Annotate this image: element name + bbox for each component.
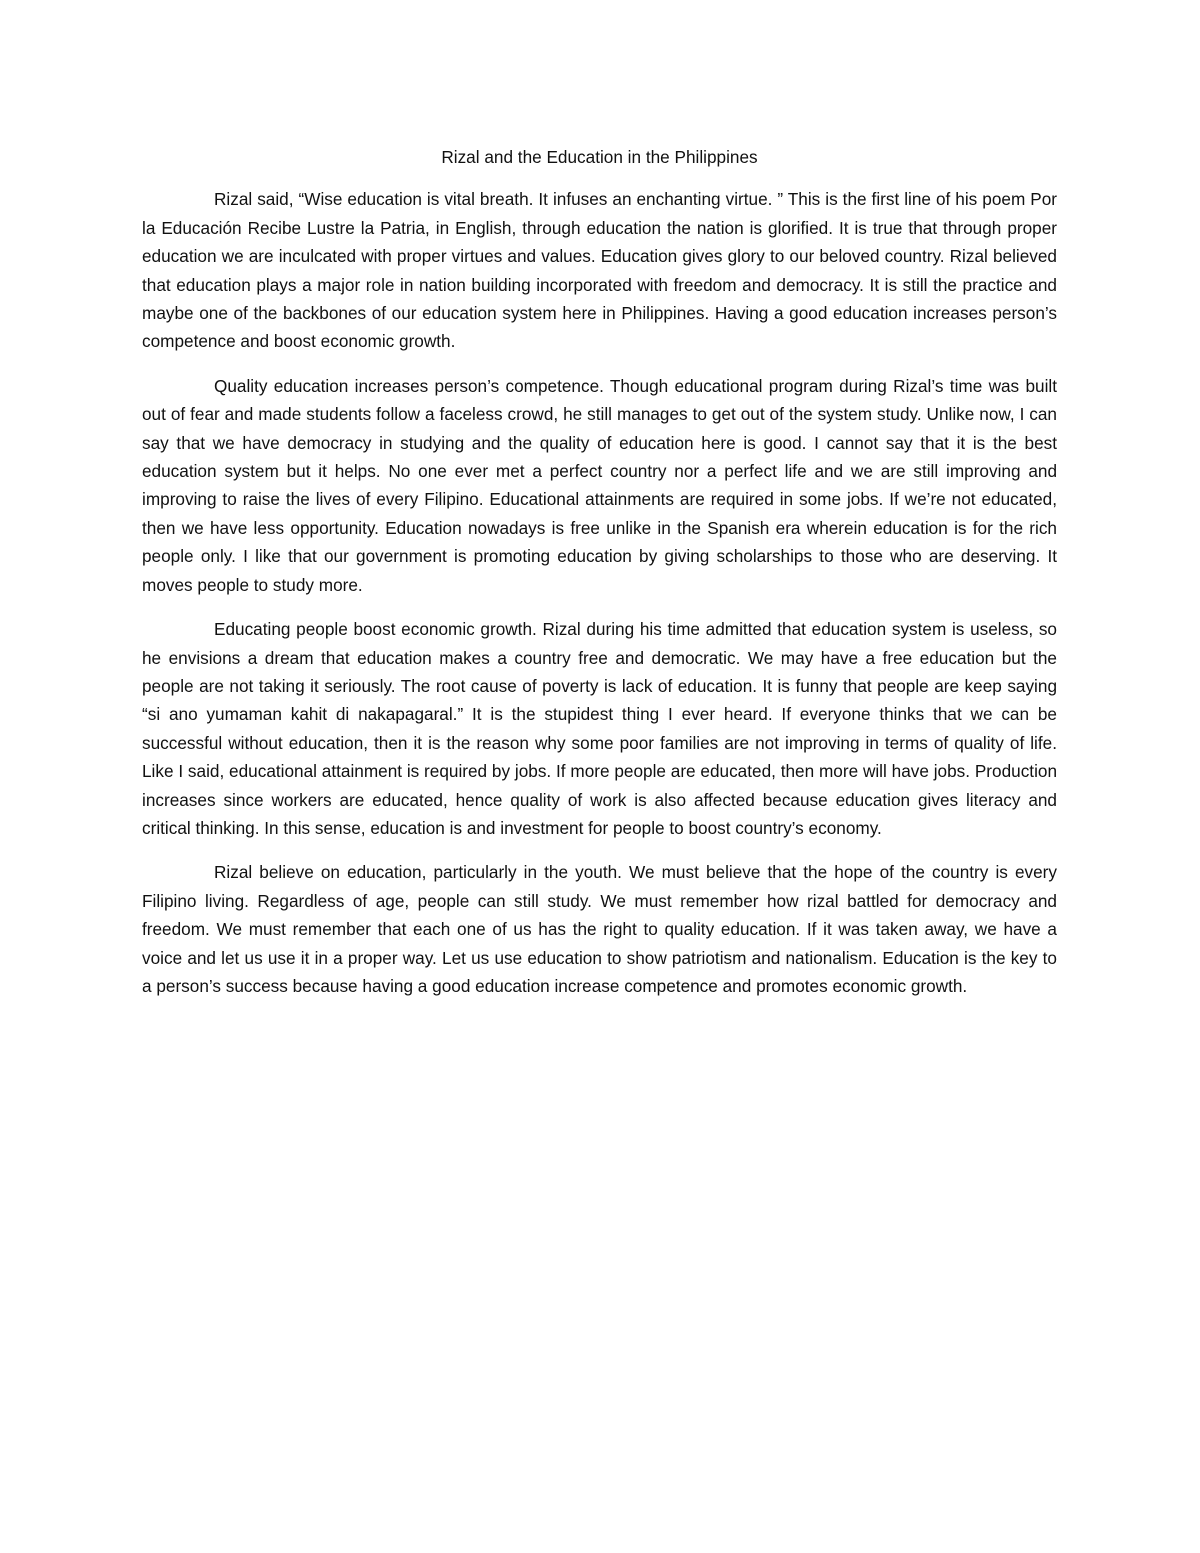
- document-title: Rizal and the Education in the Philippines: [441, 147, 758, 167]
- paragraph-1: Rizal said, “Wise education is vital breath. It infuses an enchanting virtue. ” This is the first line of his poem Por la Educación Recibe Lustre la Patria, in English, through education the nation is glorified. It is true that through proper education we are inculcated with proper virtues and values. Education gives glory to our beloved country. Rizal believed that education plays a major role in nation building incorporated with freedom and democracy. It is still the practice and maybe one of the backbones of our education system here in Philippines. Having a good education increases person’s competence and boost economic growth.: [142, 189, 1057, 352]
- paragraph-4: Rizal believe on education, particularly in the youth. We must believe that the hope of the country is every Filipino living. Regardless of age, people can still study. We must remember how rizal battled for democracy and freedom. We must remember that each one of us has the right to quality education. If it was taken away, we have a voice and let us use it in a proper way. Let us use education to show patriotism and nationalism. Education is the key to a person’s success because having a good education increase competence and promotes economic growth.: [142, 862, 1057, 996]
- paragraph-2: Quality education increases person’s competence. Though educational program during Rizal’s time was built out of fear and made students follow a faceless crowd, he still manages to get out of the system study. Unlike now, I can say that we have democracy in studying and the quality of education here is good. I cannot say that it is the best education system but it helps. No one ever met a perfect country nor a perfect life and we are still improving and improving to raise the lives of every Filipino. Educational attainments are required in some jobs. If we’re not educated, then we have less opportunity. Education nowadays is free unlike in the Spanish era wherein education is for the rich people only. I like that our government is promoting education by giving scholarships to those who are deserving. It moves people to study more.: [142, 375, 1057, 595]
- document-body: [142, 143, 1057, 1016]
- paragraph-3: Educating people boost economic growth. Rizal during his time admitted that education system is useless, so he envisions a dream that education makes a country free and democratic. We may have a free education but the people are not taking it seriously. The root cause of poverty is lack of education. It is funny that people are keep saying “si ano yumaman kahit di nakapagaral.” It is the stupidest thing I ever heard. If everyone thinks that we can be successful without education, then it is the reason why some poor families are not improving in terms of quality of life. Like I said, educational attainment is required by jobs. If more people are educated, then more will have jobs. Production increases since workers are educated, hence quality of work is also affected because education gives literacy and critical thinking. In this sense, education is and investment for people to boost country’s economy.: [142, 619, 1057, 838]
